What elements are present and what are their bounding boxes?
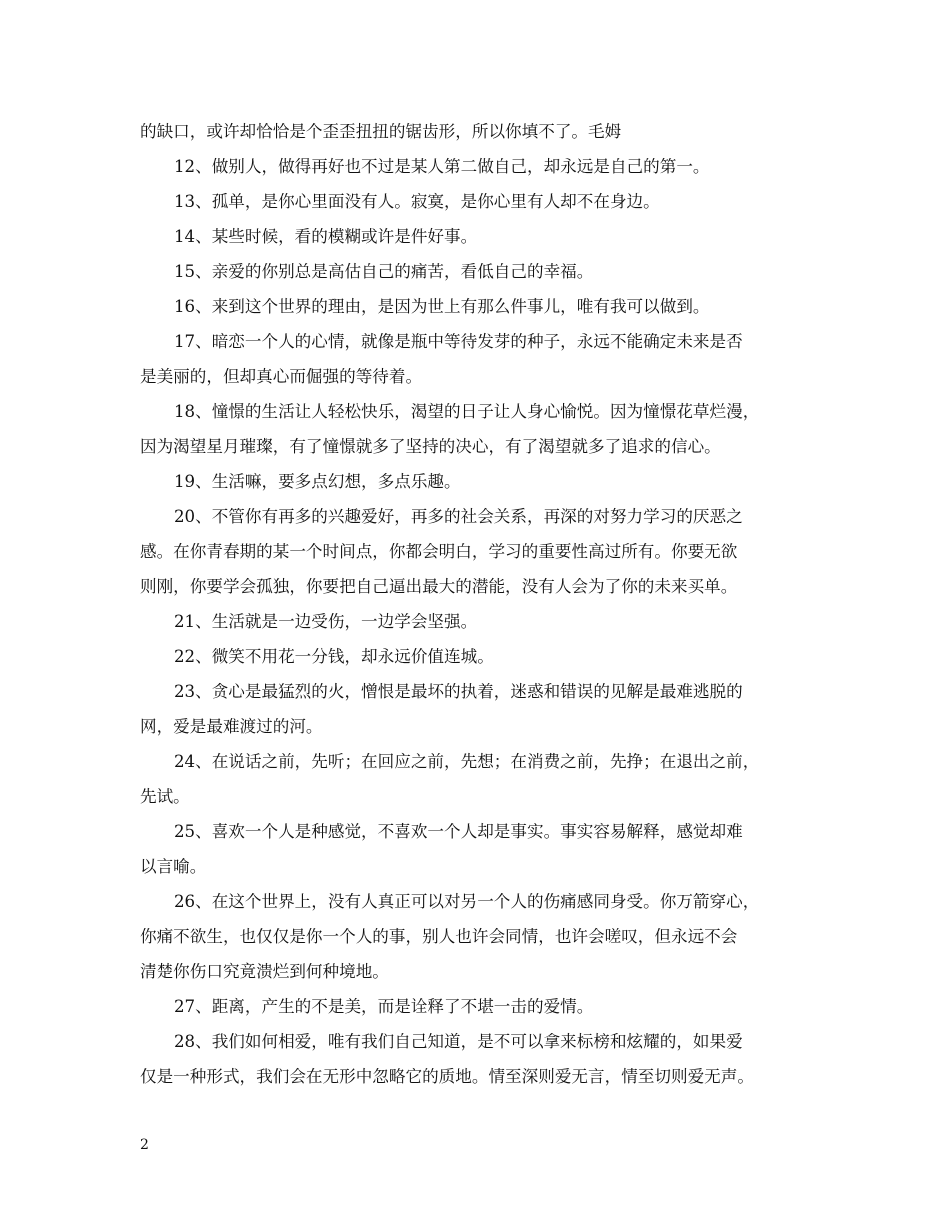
text-line: 22、微笑不用花一分钱，却永远价值连城。 xyxy=(174,647,494,666)
text-line: 网，爱是最难渡过的河。 xyxy=(140,717,323,736)
text-line: 以言喻。 xyxy=(140,857,207,876)
document-body xyxy=(140,114,828,1094)
text-line: 26、在这个世界上，没有人真正可以对另一个人的伤痛感同身受。你万箭穿心， xyxy=(174,892,760,911)
text-line: 15、亲爱的你别总是高估自己的痛苦，看低自己的幸福。 xyxy=(174,262,594,281)
text-line: 19、生活嘛，要多点幻想，多点乐趣。 xyxy=(174,472,461,491)
text-line: 18、憧憬的生活让人轻松快乐，渴望的日子让人身心愉悦。因为憧憬花草烂漫， xyxy=(174,402,760,421)
text-line: 的缺口，或许却恰恰是个歪歪扭扭的锯齿形，所以你填不了。毛姆 xyxy=(140,122,622,141)
text-line: 是美丽的，但却真心而倔强的等待着。 xyxy=(140,367,423,386)
text-line: 20、不管你有再多的兴趣爱好，再多的社会关系，再深的对努力学习的厌恶之 xyxy=(174,507,743,526)
text-line: 17、暗恋一个人的心情，就像是瓶中等待发芽的种子，永远不能确定未来是否 xyxy=(174,332,743,351)
text-line: 14、某些时候，看的模糊或许是件好事。 xyxy=(174,227,478,246)
text-line: 28、我们如何相爱，唯有我们自己知道，是不可以拿来标榜和炫耀的，如果爱 xyxy=(174,1032,743,1051)
text-line: 12、做别人，做得再好也不过是某人第二做自己，却永远是自己的第一。 xyxy=(174,157,710,176)
text-line: 23、贪心是最猛烈的火，憎恨是最坏的执着，迷惑和错误的见解是最难逃脱的 xyxy=(174,682,743,701)
text-line: 清楚你伤口究竟溃烂到何种境地。 xyxy=(140,962,389,981)
text-line: 因为渴望星月璀璨，有了憧憬就多了坚持的决心，有了渴望就多了追求的信心。 xyxy=(140,437,721,456)
page-number: 2 xyxy=(140,1137,149,1153)
text-line: 16、来到这个世界的理由，是因为世上有那么件事儿，唯有我可以做到。 xyxy=(174,297,710,316)
text-line: 则刚，你要学会孤独，你要把自己逼出最大的潜能，没有人会为了你的未来买单。 xyxy=(140,577,738,596)
text-line: 感。在你青春期的某一个时间点，你都会明白，学习的重要性高过所有。你要无欲 xyxy=(140,542,738,561)
text-line: 仅是一种形式，我们会在无形中忽略它的质地。情至深则爱无言，情至切则爱无声。 xyxy=(140,1067,754,1086)
text-line: 25、喜欢一个人是种感觉，不喜欢一个人却是事实。事实容易解释，感觉却难 xyxy=(174,822,743,841)
text-line: 21、生活就是一边受伤，一边学会坚强。 xyxy=(174,612,478,631)
text-line: 先试。 xyxy=(140,787,190,806)
text-line: 24、在说话之前，先听；在回应之前，先想；在消费之前，先挣；在退出之前， xyxy=(174,752,760,771)
text-line: 13、孤单，是你心里面没有人。寂寞，是你心里有人却不在身边。 xyxy=(174,192,660,211)
text-line: 你痛不欲生，也仅仅是你一个人的事，别人也许会同情，也许会嗟叹，但永远不会 xyxy=(140,927,738,946)
text-line: 27、距离，产生的不是美，而是诠释了不堪一击的爱情。 xyxy=(174,997,594,1016)
